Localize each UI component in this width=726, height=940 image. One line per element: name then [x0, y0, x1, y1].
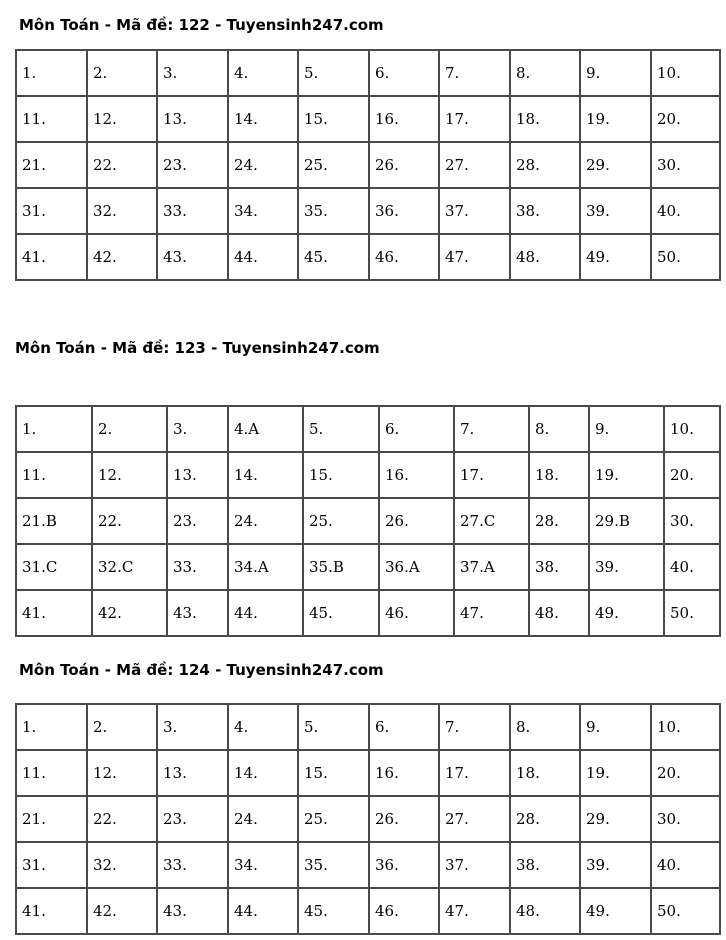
answer-cell: 12.: [87, 750, 157, 796]
answer-cell: 7.: [439, 50, 510, 96]
answer-cell: 6.: [379, 406, 454, 452]
answer-cell: 48.: [529, 590, 589, 636]
answer-cell: 44.: [228, 234, 298, 280]
answer-cell: 26.: [379, 498, 454, 544]
answer-cell: 14.: [228, 452, 303, 498]
answer-cell: 25.: [298, 142, 369, 188]
answer-cell: 46.: [369, 888, 439, 934]
table-row: [16, 498, 720, 544]
answer-cell: 33.: [167, 544, 228, 590]
answer-cell: 42.: [92, 590, 167, 636]
answer-cell: 19.: [589, 452, 664, 498]
answer-cell: 22.: [87, 796, 157, 842]
answer-cell: 36.A: [379, 544, 454, 590]
table-row: [16, 142, 720, 188]
answer-cell: 47.: [439, 888, 510, 934]
answer-cell: 2.: [92, 406, 167, 452]
answer-cell: 37.: [439, 188, 510, 234]
answer-cell: 35.: [298, 842, 369, 888]
table-row: [16, 234, 720, 280]
answer-cell: 6.: [369, 50, 439, 96]
answer-cell: 24.: [228, 796, 298, 842]
answer-cell: 37.A: [454, 544, 529, 590]
answer-cell: 17.: [454, 452, 529, 498]
answer-cell: 12.: [87, 96, 157, 142]
answer-cell: 27.: [439, 796, 510, 842]
answer-cell: 45.: [298, 234, 369, 280]
table-row: [16, 796, 720, 842]
answer-cell: 49.: [580, 234, 651, 280]
answer-cell: 8.: [529, 406, 589, 452]
answer-cell: 24.: [228, 498, 303, 544]
answer-cell: 27.: [439, 142, 510, 188]
table-row: [16, 888, 720, 934]
answer-cell: 15.: [298, 96, 369, 142]
answer-cell: 43.: [167, 590, 228, 636]
answer-cell: 38.: [510, 188, 580, 234]
answer-cell: 21.B: [16, 498, 92, 544]
answer-cell: 5.: [298, 704, 369, 750]
answer-cell: 12.: [92, 452, 167, 498]
answer-cell: 46.: [379, 590, 454, 636]
answer-cell: 32.: [87, 188, 157, 234]
answer-cell: 45.: [298, 888, 369, 934]
answer-cell: 18.: [510, 750, 580, 796]
answer-cell: 44.: [228, 590, 303, 636]
table-row: [16, 50, 720, 96]
answer-cell: 22.: [87, 142, 157, 188]
answer-cell: 19.: [580, 750, 651, 796]
answer-cell: 50.: [651, 234, 720, 280]
answer-cell: 23.: [157, 142, 228, 188]
answer-cell: 16.: [369, 750, 439, 796]
answer-cell: 22.: [92, 498, 167, 544]
answer-cell: 5.: [298, 50, 369, 96]
answer-cell: 16.: [379, 452, 454, 498]
answer-cell: 3.: [167, 406, 228, 452]
answer-cell: 32.: [87, 842, 157, 888]
answer-cell: 28.: [510, 142, 580, 188]
answer-cell: 13.: [157, 750, 228, 796]
answer-cell: 29.: [580, 796, 651, 842]
answer-cell: 48.: [510, 888, 580, 934]
answer-cell: 46.: [369, 234, 439, 280]
answer-cell: 15.: [298, 750, 369, 796]
answer-cell: 2.: [87, 50, 157, 96]
answer-cell: 25.: [303, 498, 379, 544]
answer-cell: 41.: [16, 590, 92, 636]
answer-cell: 20.: [664, 452, 720, 498]
answer-table-122: [15, 49, 721, 281]
answer-cell: 37.: [439, 842, 510, 888]
answer-cell: 10.: [651, 50, 720, 96]
answer-cell: 13.: [167, 452, 228, 498]
answer-cell: 31.: [16, 188, 87, 234]
answer-cell: 15.: [303, 452, 379, 498]
answer-cell: 30.: [664, 498, 720, 544]
answer-cell: 47.: [439, 234, 510, 280]
answer-cell: 39.: [589, 544, 664, 590]
answer-table-124: [15, 703, 721, 935]
answer-cell: 17.: [439, 750, 510, 796]
answer-cell: 16.: [369, 96, 439, 142]
answer-cell: 50.: [651, 888, 720, 934]
answer-cell: 26.: [369, 796, 439, 842]
answer-cell: 30.: [651, 142, 720, 188]
answer-cell: 7.: [454, 406, 529, 452]
table-row: [16, 704, 720, 750]
answer-cell: 34.: [228, 842, 298, 888]
answer-cell: 33.: [157, 842, 228, 888]
answer-cell: 36.: [369, 188, 439, 234]
answer-cell: 14.: [228, 96, 298, 142]
answer-cell: 40.: [651, 188, 720, 234]
answer-cell: 40.: [664, 544, 720, 590]
answer-cell: 31.: [16, 842, 87, 888]
answer-cell: 13.: [157, 96, 228, 142]
answer-cell: 24.: [228, 142, 298, 188]
answer-cell: 40.: [651, 842, 720, 888]
answer-cell: 33.: [157, 188, 228, 234]
answer-cell: 50.: [664, 590, 720, 636]
answer-cell: 1.: [16, 50, 87, 96]
table-row: [16, 406, 720, 452]
answer-cell: 18.: [529, 452, 589, 498]
answer-cell: 45.: [303, 590, 379, 636]
answer-cell: 27.C: [454, 498, 529, 544]
table-row: [16, 96, 720, 142]
answer-cell: 39.: [580, 842, 651, 888]
answer-cell: 42.: [87, 234, 157, 280]
answer-cell: 38.: [529, 544, 589, 590]
answer-cell: 49.: [589, 590, 664, 636]
answer-cell: 3.: [157, 50, 228, 96]
answer-cell: 3.: [157, 704, 228, 750]
answer-cell: 11.: [16, 452, 92, 498]
answer-cell: 11.: [16, 750, 87, 796]
answer-cell: 28.: [510, 796, 580, 842]
answer-cell: 8.: [510, 50, 580, 96]
section-title-122: Môn Toán - Mã đề: 122 - Tuyensinh247.com: [19, 16, 384, 34]
answer-cell: 34.: [228, 188, 298, 234]
answer-cell: 39.: [580, 188, 651, 234]
answer-cell: 2.: [87, 704, 157, 750]
answer-cell: 29.: [580, 142, 651, 188]
answer-cell: 10.: [651, 704, 720, 750]
answer-cell: 41.: [16, 888, 87, 934]
answer-cell: 35.: [298, 188, 369, 234]
answer-cell: 7.: [439, 704, 510, 750]
table-row: [16, 452, 720, 498]
answer-cell: 26.: [369, 142, 439, 188]
table-row: [16, 188, 720, 234]
table-row: [16, 750, 720, 796]
answer-cell: 42.: [87, 888, 157, 934]
answer-cell: 38.: [510, 842, 580, 888]
answer-cell: 41.: [16, 234, 87, 280]
answer-cell: 9.: [580, 704, 651, 750]
answer-cell: 5.: [303, 406, 379, 452]
section-title-123: Môn Toán - Mã đề: 123 - Tuyensinh247.com: [15, 339, 380, 357]
answer-cell: 23.: [157, 796, 228, 842]
answer-cell: 31.C: [16, 544, 92, 590]
answer-cell: 36.: [369, 842, 439, 888]
answer-cell: 19.: [580, 96, 651, 142]
answer-cell: 48.: [510, 234, 580, 280]
answer-cell: 30.: [651, 796, 720, 842]
table-row: [16, 590, 720, 636]
answer-cell: 43.: [157, 888, 228, 934]
answer-cell: 43.: [157, 234, 228, 280]
answer-cell: 21.: [16, 142, 87, 188]
answer-cell: 9.: [580, 50, 651, 96]
answer-cell: 47.: [454, 590, 529, 636]
answer-cell: 25.: [298, 796, 369, 842]
answer-cell: 1.: [16, 406, 92, 452]
answer-cell: 18.: [510, 96, 580, 142]
answer-cell: 20.: [651, 96, 720, 142]
answer-cell: 11.: [16, 96, 87, 142]
answer-cell: 14.: [228, 750, 298, 796]
answer-cell: 20.: [651, 750, 720, 796]
answer-cell: 17.: [439, 96, 510, 142]
answer-cell: 23.: [167, 498, 228, 544]
answer-cell: 6.: [369, 704, 439, 750]
answer-cell: 21.: [16, 796, 87, 842]
answer-cell: 32.C: [92, 544, 167, 590]
table-row: [16, 544, 720, 590]
answer-cell: 4.: [228, 50, 298, 96]
answer-cell: 4.: [228, 704, 298, 750]
table-row: [16, 842, 720, 888]
answer-cell: 1.: [16, 704, 87, 750]
answer-cell: 49.: [580, 888, 651, 934]
answer-cell: 10.: [664, 406, 720, 452]
answer-cell: 28.: [529, 498, 589, 544]
answer-cell: 29.B: [589, 498, 664, 544]
answer-cell: 9.: [589, 406, 664, 452]
answer-cell: 34.A: [228, 544, 303, 590]
answer-cell: 44.: [228, 888, 298, 934]
answer-table-123: [15, 405, 721, 637]
section-title-124: Môn Toán - Mã đề: 124 - Tuyensinh247.com: [19, 661, 384, 679]
answer-cell: 35.B: [303, 544, 379, 590]
answer-cell: 8.: [510, 704, 580, 750]
answer-cell: 4.A: [228, 406, 303, 452]
